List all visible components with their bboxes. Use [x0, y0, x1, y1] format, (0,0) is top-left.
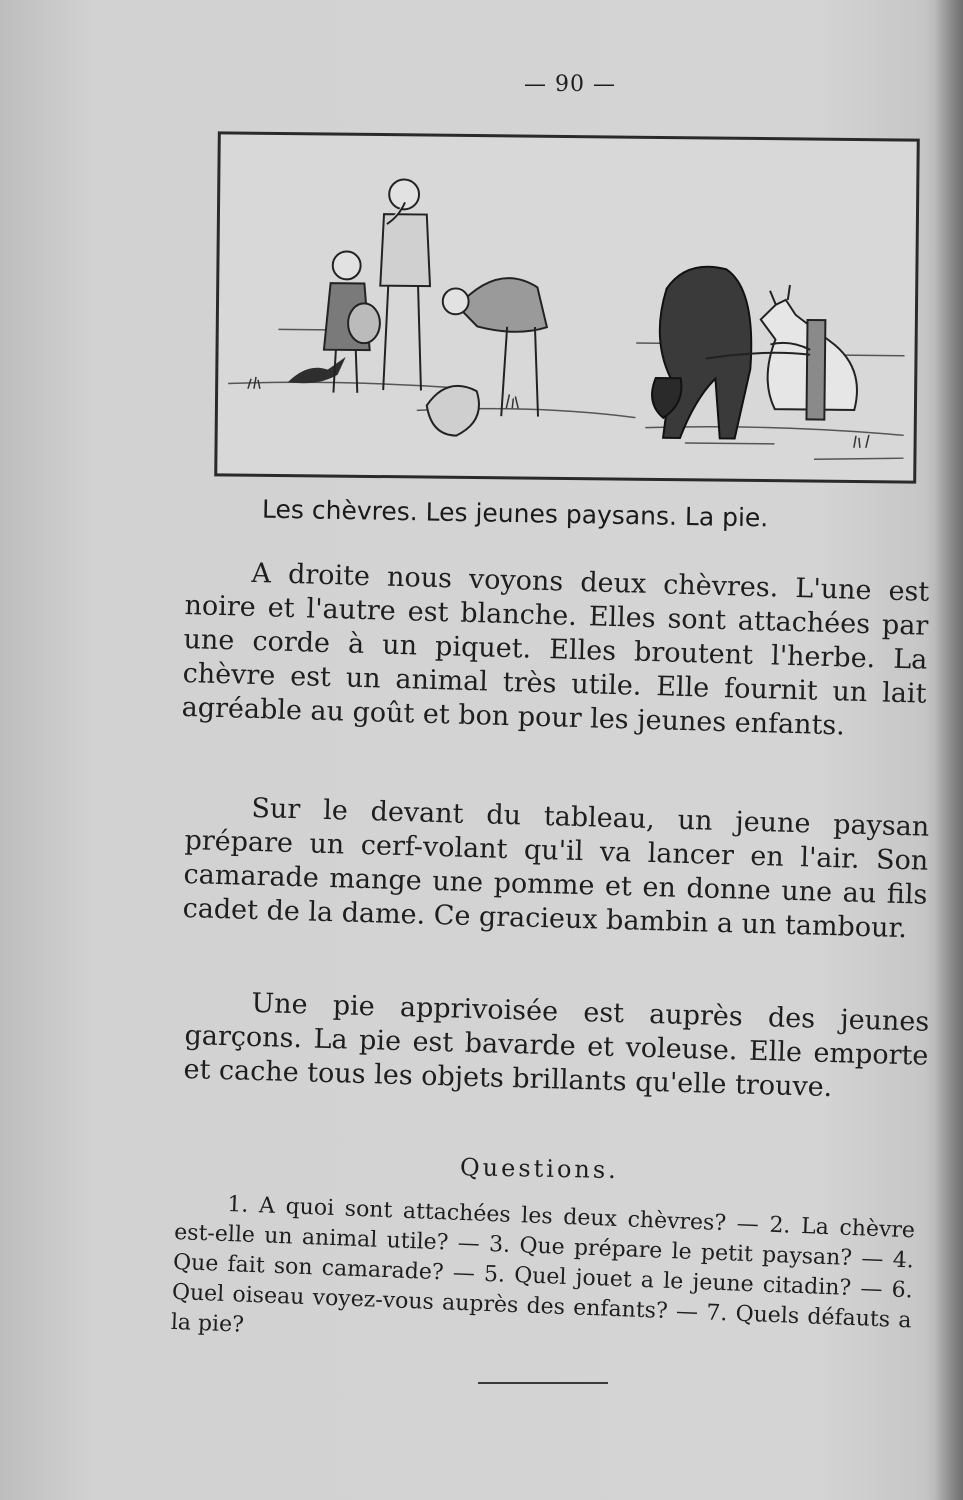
paragraph-magpie — [183, 985, 930, 1108]
paragraph-text: Une pie apprivoisée est auprès des jeunes garçons. La pie est bavarde et voleuse. Elle emporte et cache tous les objets brillants qu'elle trouve. — [183, 987, 930, 1104]
boy-eating-apple-figure — [379, 179, 431, 390]
magpie-figure — [288, 356, 346, 383]
illustration — [214, 131, 920, 483]
page-spine-shadow — [935, 0, 963, 1500]
paragraph-text: Sur le devant du tableau, un jeune paysan prépare un cerf-volant qu'il va lancer en l'air. Son camarade mange une pomme et en donne une au fils cadet de la dame. Ce gracieux bambin a un tambour. — [182, 792, 930, 945]
questions-block — [170, 1188, 915, 1366]
questions-heading: Questions. — [459, 1153, 620, 1185]
paragraph-goats — [181, 555, 929, 746]
paragraph-peasants — [182, 790, 930, 947]
black-goat-figure — [652, 266, 753, 439]
paragraph-text: A droite nous voyons deux chèvres. L'une est noire et l'autre est blanche. Elles sont attachées par une corde à un piquet. Elles broutent l'herbe. La chèvre est un animal très utile. Elle fournit un lait agréable au goût et bon pour les jeunes enfants. — [181, 557, 930, 742]
illustration-caption: Les chèvres. Les jeunes paysans. La pie. — [261, 494, 769, 533]
illustration-drawing — [217, 134, 917, 480]
page-number: — 90 — — [524, 72, 616, 97]
boy-with-kite-figure — [426, 277, 547, 436]
questions-text: 1. A quoi sont attachées les deux chèvres? — 2. La chèvre est-elle un animal utile? — 3. Que prépare le petit paysan? — 4. Que fait son camarade? — 5. Quel jouet a le jeune citadin? — 6. Quel oiseau voyez-vous auprès des enfants? — 7. Quels défauts a la pie? — [170, 1191, 916, 1338]
end-rule-divider — [478, 1382, 608, 1384]
